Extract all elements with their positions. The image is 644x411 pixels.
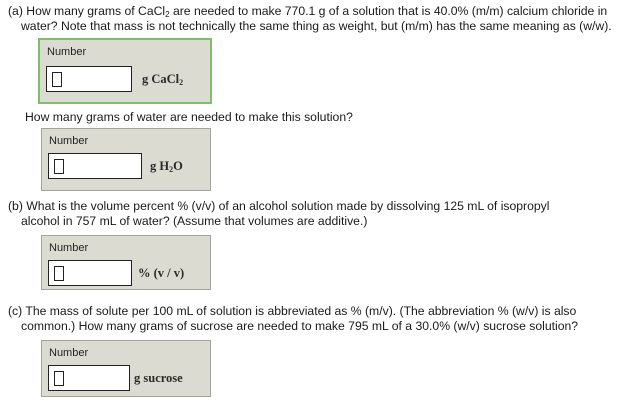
question-a2: How many grams of water are needed to make this solution? [25,110,353,124]
answer-label: Number [49,347,89,359]
water-grams-input[interactable] [67,156,139,176]
answer-panel-cacl2 [38,38,212,104]
unit-cacl2: g CaCl$_2$ [142,72,184,87]
answer-field-vv[interactable] [48,260,132,286]
cursor-box-icon [54,159,64,174]
answer-field-sucrose[interactable] [48,365,130,391]
cacl2-grams-input[interactable] [65,69,129,89]
cursor-box-icon [52,72,62,87]
question-b-line1: (b) What is the volume percent % (v/v) of an alcohol solution made by dissolving 125 mL of isopropyl [8,199,550,213]
answer-field-water[interactable] [48,153,142,179]
sucrose-grams-input[interactable] [67,368,127,388]
answer-label: Number [49,135,89,147]
question-b-line2: alcohol in 757 mL of water? (Assume that volumes are additive.) [21,214,368,228]
question-a-line2: water? Note that mass is not technically the same thing as weight, but (m/m) has the same meaning as (w/w). [21,19,612,33]
question-a [8,4,612,34]
answer-panel-water [41,128,211,191]
answer-panel-sucrose [41,340,211,397]
answer-label: Number [47,46,87,58]
cursor-box-icon [54,266,64,281]
question-c-line1: (c) The mass of solute per 100 mL of solution is abbreviated as % (m/v). (The abbreviation % (w/v) is also [8,304,577,318]
answer-panel-vv [41,235,211,290]
answer-field-cacl2[interactable] [46,66,132,92]
question-a-line1: (a) How many grams of CaCl$_2$ are needed to make 770.1 g of a solution that is 40.0% (m/m) calcium chloride in [8,4,608,19]
volume-percent-input[interactable] [67,263,129,283]
answer-label: Number [49,242,89,254]
question-b [8,199,549,229]
unit-vv: % (v / v) [138,266,185,280]
question-c [8,304,578,334]
unit-water: g $H_2O$ [150,159,183,174]
cursor-box-icon [54,371,64,386]
unit-sucrose: g sucrose [134,371,183,385]
question-c-line2: common.) How many grams of sucrose are needed to make 795 mL of a 30.0% (w/v) sucrose solution? [21,319,579,333]
